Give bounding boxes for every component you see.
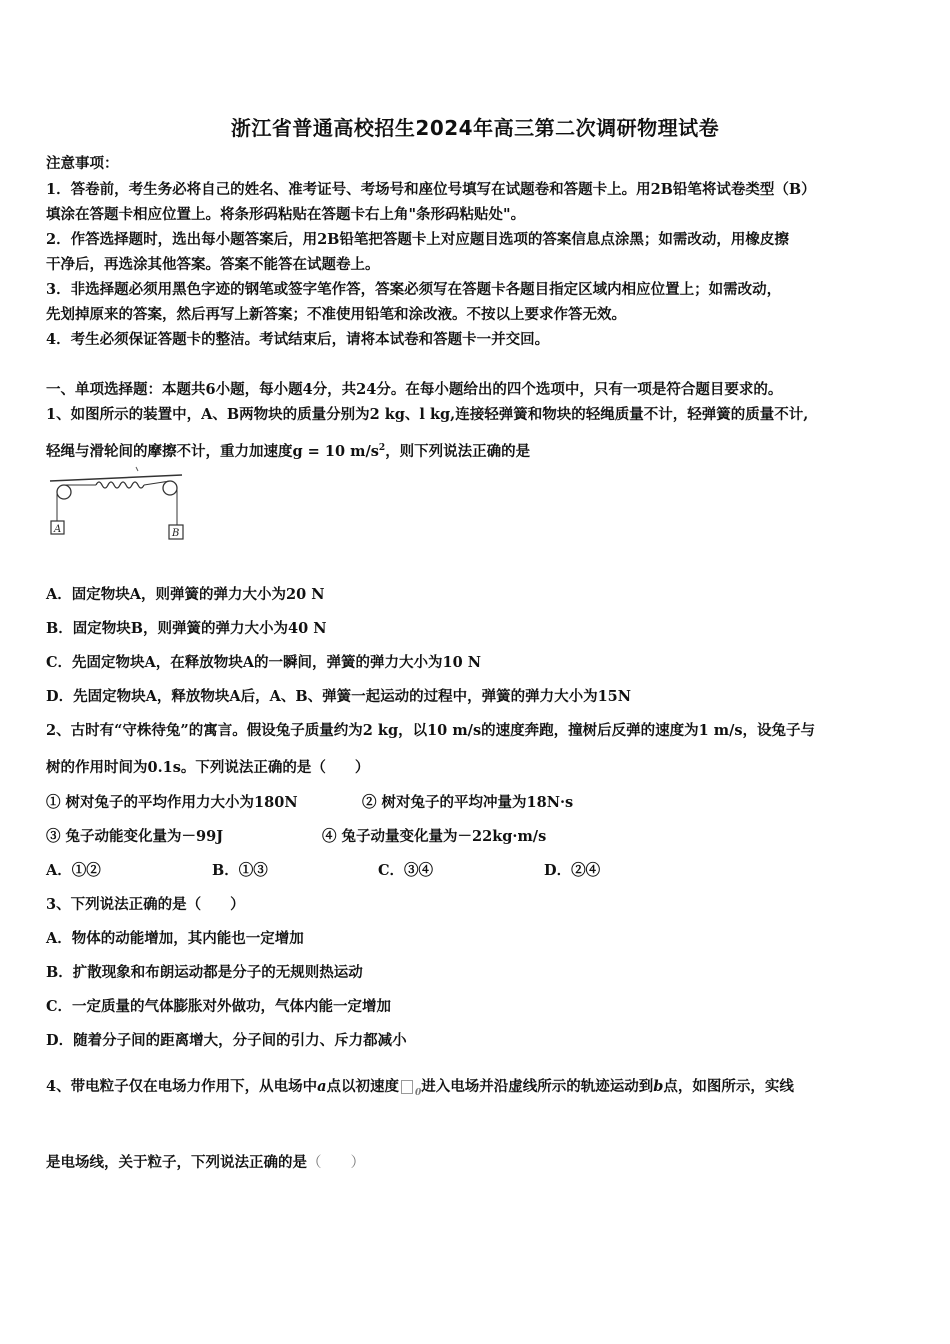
q1-option-b: B．固定物块B，则弹簧的弹力大小为40 N bbox=[46, 620, 327, 637]
q4-text-4: 点，如图所示，实线 bbox=[663, 1078, 794, 1095]
q2-statements-row2 bbox=[46, 825, 546, 846]
note-line: 1．答卷前，考生务必将自己的姓名、准考证号、考场号和座位号填写在试题卷和答题卡上。用2B铅笔将试卷类型（B） bbox=[46, 181, 816, 198]
note-line: 2．作答选择题时，选出每小题答案后，用2B铅笔把答题卡上对应题目选项的答案信息点涂黑；如需改动，用橡皮擦 bbox=[46, 231, 789, 248]
note-line: 填涂在答题卡相应位置上。将条形码粘贴在答题卡右上角"条形码粘贴处"。 bbox=[46, 206, 526, 223]
q1-stem-text-end: ，则下列说法正确的是 bbox=[385, 443, 531, 460]
q1-stem-line2 bbox=[46, 440, 530, 461]
block-a-label: A bbox=[54, 524, 62, 535]
q2-stem-line1: 2、古时有“守株待兔”的寓言。假设兔子质量约为2 kg，以10 m/s的速度奔跑，撞树后反弹的速度为1 m/s，设兔子与 bbox=[46, 722, 816, 739]
note-line: 先划掉原来的答案，然后再写上新答案；不准使用铅笔和涂改液。不按以上要求作答无效。 bbox=[46, 306, 626, 323]
q1-option-d: D．先固定物块A，释放物块A后，A、B、弹簧一起运动的过程中，弹簧的弹力大小为15N bbox=[46, 688, 632, 705]
q1-option-a: A．固定物块A，则弹簧的弹力大小为20 N bbox=[46, 586, 325, 603]
q4-text-2: 点以初速度 bbox=[326, 1078, 399, 1095]
note-line: 干净后，再选涂其他答案。答案不能答在试题卷上。 bbox=[46, 256, 380, 273]
left-pulley bbox=[57, 485, 71, 499]
q3-option-a: A．物体的动能增加，其内能也一定增加 bbox=[46, 930, 304, 947]
q1-pulley-spring-figure bbox=[46, 465, 186, 545]
q2-statement-3: ③ 兔子动能变化量为－99J bbox=[46, 828, 224, 845]
q4-var-a: a bbox=[317, 1078, 327, 1095]
q2-option-d: D．②④ bbox=[544, 862, 601, 879]
q2-options-row bbox=[46, 859, 600, 880]
notes-header: 注意事项： bbox=[46, 155, 119, 172]
q3-option-d: D．随着分子间的距离增大，分子间的引力、斥力都减小 bbox=[46, 1032, 407, 1049]
block-b-label: B bbox=[172, 528, 180, 539]
missing-glyph-icon bbox=[401, 1080, 413, 1094]
q2-statement-2: ② 树对兔子的平均冲量为18N·s bbox=[362, 794, 574, 811]
q4-paren: （ ） bbox=[307, 1155, 365, 1171]
q2-statement-4: ④ 兔子动量变化量为－22kg·m/s bbox=[322, 828, 547, 845]
q1-stem-line1: 1、如图所示的装置中，A、B两物块的质量分别为2 kg、l kg,连接轻弹簧和物块的轻绳质量不计，轻弹簧的质量不计, bbox=[46, 406, 809, 423]
q2-option-c: C．③④ bbox=[378, 862, 434, 879]
q2-option-a: A．①② bbox=[46, 862, 101, 879]
q2-statement-1: ① 树对兔子的平均作用力大小为180N bbox=[46, 794, 298, 811]
q4-v0-subscript: 0 bbox=[415, 1087, 422, 1098]
q2-stem-line2: 树的作用时间为0.1s。下列说法正确的是（ ） bbox=[46, 759, 370, 776]
note-line: 4．考生必须保证答题卡的整洁。考试结束后，请将本试卷和答题卡一并交回。 bbox=[46, 331, 550, 348]
q3-option-c: C．一定质量的气体膨胀对外做功，气体内能一定增加 bbox=[46, 998, 392, 1015]
q3-stem: 3、下列说法正确的是（ ） bbox=[46, 896, 245, 913]
q1-option-c: C．先固定物块A，在释放物块A的一瞬间，弹簧的弹力大小为10 N bbox=[46, 654, 482, 671]
page-title: 浙江省普通高校招生2024年高三第二次调研物理试卷 bbox=[230, 116, 720, 140]
q1-stem-text: 轻绳与滑轮间的摩擦不计，重力加速度g = 10 m/s bbox=[46, 443, 379, 460]
section-heading: 一、单项选择题：本题共6小题，每小题4分，共24分。在每小题给出的四个选项中，只有一项是符合题目要求的。 bbox=[46, 381, 783, 398]
q2-option-b: B．①③ bbox=[212, 862, 268, 879]
q4-text-5: 是电场线，关于粒子，下列说法正确的是 bbox=[46, 1154, 307, 1171]
spring bbox=[96, 482, 144, 488]
q4-stem-line2 bbox=[46, 1151, 365, 1172]
q2-statements-row1 bbox=[46, 791, 573, 812]
q4-var-b: b bbox=[653, 1078, 664, 1095]
note-line: 3．非选择题必须用黑色字迹的钢笔或签字笔作答，答案必须写在答题卡各题目指定区域内相应位置上；如需改动， bbox=[46, 281, 782, 298]
q3-option-b: B．扩散现象和布朗运动都是分子的无规则热运动 bbox=[46, 964, 363, 981]
q4-text-1: 4、带电粒子仅在电场力作用下，从电场中 bbox=[46, 1078, 318, 1095]
q4-stem-line1 bbox=[46, 1075, 794, 1098]
q4-text-3: 进入电场并沿虚线所示的轨迹运动到 bbox=[421, 1078, 654, 1095]
right-pulley bbox=[163, 481, 177, 495]
q1-superscript: 2 bbox=[378, 443, 386, 454]
ceiling-line bbox=[50, 475, 182, 481]
